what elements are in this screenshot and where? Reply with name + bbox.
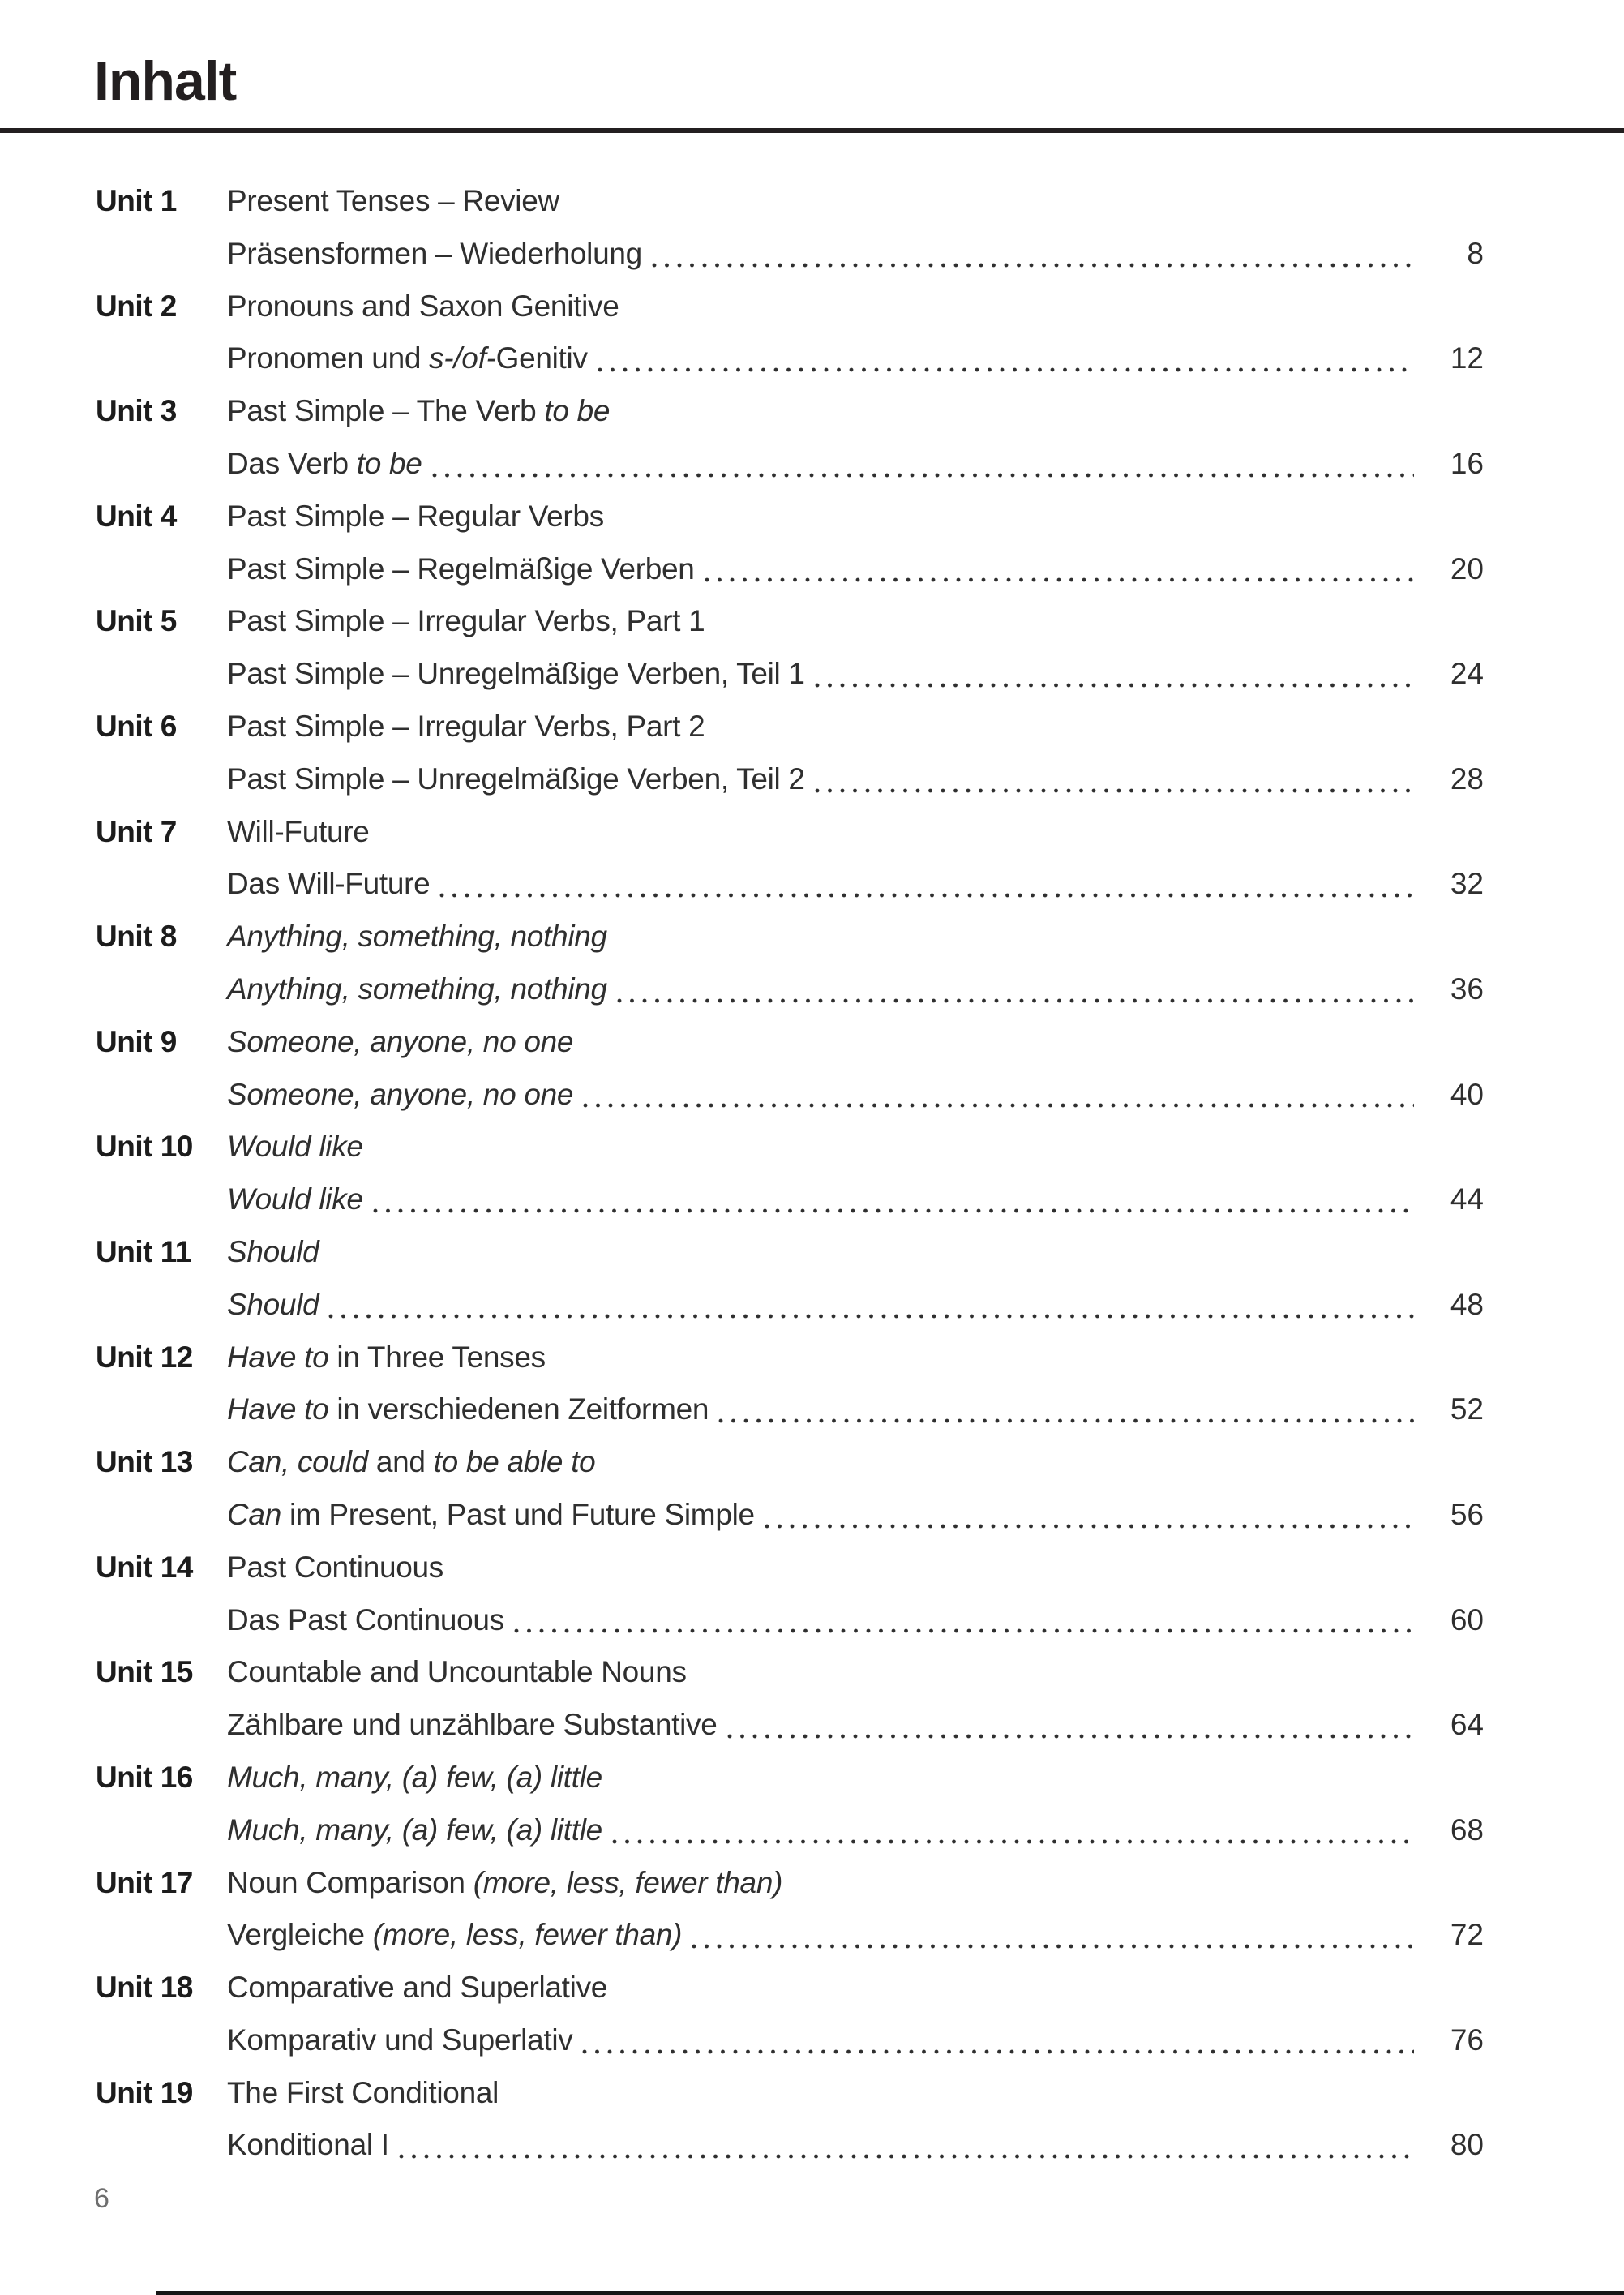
toc-entry (96, 385, 1484, 491)
toc-entry (96, 1016, 1484, 1122)
unit-label: Unit 7 (96, 814, 177, 848)
unit-label: Unit 19 (96, 2075, 193, 2109)
unit-label: Unit 3 (96, 394, 177, 428)
page-number: 80 (1450, 2128, 1484, 2162)
entry-subtitle-row (96, 543, 1484, 596)
entry-subtitle-row (96, 963, 1484, 1016)
toc-entry (96, 175, 1484, 281)
entry-subtitle-row (96, 753, 1484, 806)
unit-label: Unit 16 (96, 1760, 193, 1794)
entry-subtitle-row (96, 1699, 1484, 1752)
entry-title: Countable and Uncountable Nouns (227, 1655, 687, 1689)
page-number: 40 (1450, 1077, 1484, 1111)
unit-label: Unit 5 (96, 604, 177, 638)
entry-title-row (96, 1857, 1484, 1910)
entry-subtitle: Konditional I (227, 2128, 389, 2162)
entry-title: The First Conditional (227, 2075, 499, 2109)
footer-page-number: 6 (94, 2183, 109, 2214)
dot-leader (692, 1944, 1414, 1949)
entry-title-row (96, 1016, 1484, 1069)
entry-title-row (96, 1436, 1484, 1489)
entry-title: Present Tenses – Review (227, 184, 559, 217)
entry-title: Past Continuous (227, 1550, 444, 1584)
toc-entry (96, 1646, 1484, 1752)
entry-title-row (96, 281, 1484, 333)
dot-leader (514, 1628, 1414, 1633)
entry-title-row (96, 175, 1484, 228)
entry-subtitle-row (96, 438, 1484, 491)
dot-leader (583, 1103, 1414, 1108)
entry-subtitle: Past Simple – Unregelmäßige Verben, Teil 1 (227, 657, 805, 691)
entry-title: Anything, something, nothing (227, 920, 607, 954)
entry-subtitle-row (96, 1804, 1484, 1857)
entry-subtitle: Präsensformen – Wiederholung (227, 236, 642, 270)
entry-subtitle: Pronomen und s-/of-Genitiv (227, 341, 588, 375)
entry-title-row (96, 491, 1484, 543)
entry-subtitle: Someone, anyone, no one (227, 1077, 574, 1111)
unit-label: Unit 1 (96, 184, 177, 217)
entry-title-row (96, 1226, 1484, 1279)
entry-subtitle-row (96, 1383, 1484, 1436)
entry-title-row (96, 1121, 1484, 1173)
page-number: 52 (1450, 1392, 1484, 1426)
page-number: 68 (1450, 1812, 1484, 1847)
page-edge-artifact (156, 2291, 1624, 2295)
entry-title-row (96, 595, 1484, 648)
entry-subtitle: Can im Present, Past und Future Simple (227, 1497, 755, 1531)
entry-subtitle-row (96, 228, 1484, 281)
entry-subtitle-row (96, 1279, 1484, 1332)
entry-subtitle-row (96, 1909, 1484, 1962)
entry-title: Someone, anyone, no one (227, 1024, 574, 1058)
entry-subtitle: Have to in verschiedenen Zeitformen (227, 1392, 709, 1426)
unit-label: Unit 13 (96, 1445, 193, 1479)
page-number: 28 (1450, 761, 1484, 796)
entry-title: Past Simple – The Verb to be (227, 394, 611, 428)
entry-title: Noun Comparison (more, less, fewer than) (227, 1865, 783, 1899)
toc-entry (96, 1332, 1484, 1437)
entry-subtitle-row (96, 1594, 1484, 1647)
page-number: 72 (1450, 1918, 1484, 1952)
entry-subtitle: Das Past Continuous (227, 1602, 504, 1637)
page-number: 48 (1450, 1287, 1484, 1321)
entry-subtitle-row (96, 1173, 1484, 1226)
toc-entry (96, 1857, 1484, 1963)
entry-title-row (96, 1332, 1484, 1384)
dot-leader (582, 2049, 1414, 2054)
entry-subtitle: Past Simple – Regelmäßige Verben (227, 551, 695, 586)
entry-subtitle: Zählbare und unzählbare Substantive (227, 1708, 718, 1742)
entry-title-row (96, 806, 1484, 859)
unit-label: Unit 8 (96, 920, 177, 954)
toc-list (96, 175, 1484, 2172)
entry-subtitle-row (96, 2119, 1484, 2172)
dot-leader (328, 1314, 1414, 1319)
page-number: 60 (1450, 1602, 1484, 1637)
page-number: 76 (1450, 2023, 1484, 2057)
toc-entry (96, 491, 1484, 596)
entry-subtitle: Komparativ und Superlativ (227, 2023, 573, 2057)
page-number: 12 (1450, 341, 1484, 375)
entry-subtitle-row (96, 1069, 1484, 1122)
entry-subtitle-row (96, 858, 1484, 911)
unit-label: Unit 9 (96, 1024, 177, 1058)
entry-title: Past Simple – Irregular Verbs, Part 1 (227, 604, 705, 638)
entry-subtitle: Vergleiche (more, less, fewer than) (227, 1918, 683, 1952)
entry-title-row (96, 911, 1484, 963)
toc-entry (96, 595, 1484, 701)
page-number: 56 (1450, 1497, 1484, 1531)
unit-label: Unit 11 (96, 1234, 191, 1268)
entry-title: Past Simple – Irregular Verbs, Part 2 (227, 709, 705, 743)
entry-subtitle: Should (227, 1287, 319, 1321)
entry-subtitle: Das Will-Future (227, 867, 431, 901)
toc-entry (96, 1542, 1484, 1647)
unit-label: Unit 17 (96, 1865, 193, 1899)
toc-entry (96, 1752, 1484, 1857)
page-title: Inhalt (94, 50, 237, 112)
entry-title-row (96, 1646, 1484, 1699)
entry-subtitle-row (96, 332, 1484, 385)
page-number: 44 (1450, 1182, 1484, 1216)
page-number: 36 (1450, 972, 1484, 1006)
entry-title: Will-Future (227, 814, 370, 848)
entry-title: Comparative and Superlative (227, 1971, 608, 2005)
dot-leader (439, 893, 1414, 898)
entry-subtitle-row (96, 2014, 1484, 2067)
page-number: 20 (1450, 551, 1484, 586)
toc-entry (96, 1436, 1484, 1542)
entry-title: Have to in Three Tenses (227, 1340, 546, 1374)
toc-entry (96, 1121, 1484, 1226)
unit-label: Unit 2 (96, 289, 177, 323)
entry-subtitle: Anything, something, nothing (227, 972, 607, 1006)
toc-entry (96, 911, 1484, 1016)
unit-label: Unit 10 (96, 1130, 193, 1164)
page-number: 64 (1450, 1708, 1484, 1742)
dot-leader (765, 1524, 1414, 1529)
entry-title: Past Simple – Regular Verbs (227, 499, 604, 533)
entry-title: Pronouns and Saxon Genitive (227, 289, 619, 323)
entry-title-row (96, 1752, 1484, 1804)
unit-label: Unit 18 (96, 1971, 193, 2005)
entry-subtitle: Das Verb to be (227, 446, 422, 480)
dot-leader (815, 683, 1414, 688)
entry-subtitle-row (96, 1489, 1484, 1542)
page-number: 8 (1467, 236, 1484, 270)
entry-subtitle: Past Simple – Unregelmäßige Verben, Teil 2 (227, 761, 805, 796)
entry-title: Should (227, 1234, 319, 1268)
dot-leader (399, 2154, 1414, 2159)
dot-leader (727, 1734, 1414, 1739)
toc-entry (96, 2067, 1484, 2173)
dot-leader (373, 1208, 1414, 1213)
dot-leader (815, 788, 1414, 793)
unit-label: Unit 4 (96, 499, 177, 533)
dot-leader (598, 367, 1414, 372)
page-number: 32 (1450, 867, 1484, 901)
entry-title-row (96, 1542, 1484, 1594)
page-number: 24 (1450, 657, 1484, 691)
unit-label: Unit 14 (96, 1550, 193, 1584)
unit-label: Unit 12 (96, 1340, 193, 1374)
entry-title-row (96, 2067, 1484, 2120)
unit-label: Unit 6 (96, 709, 177, 743)
dot-leader (705, 577, 1414, 582)
entry-subtitle: Would like (227, 1182, 363, 1216)
toc-entry (96, 1962, 1484, 2067)
toc-entry (96, 701, 1484, 806)
dot-leader (617, 998, 1414, 1003)
entry-title-row (96, 701, 1484, 753)
entry-title: Would like (227, 1130, 363, 1164)
toc-entry (96, 806, 1484, 912)
dot-leader (432, 473, 1414, 478)
entry-title: Can, could and to be able to (227, 1445, 596, 1479)
entry-subtitle: Much, many, (a) few, (a) little (227, 1812, 602, 1847)
unit-label: Unit 15 (96, 1655, 193, 1689)
entry-title-row (96, 1962, 1484, 2014)
header-rule (0, 128, 1624, 133)
entry-subtitle-row (96, 648, 1484, 701)
page-number: 16 (1450, 446, 1484, 480)
dot-leader (652, 263, 1414, 268)
dot-leader (612, 1839, 1414, 1844)
toc-entry (96, 1226, 1484, 1332)
entry-title-row (96, 385, 1484, 438)
entry-title: Much, many, (a) few, (a) little (227, 1760, 602, 1794)
toc-entry (96, 281, 1484, 386)
dot-leader (718, 1418, 1414, 1423)
